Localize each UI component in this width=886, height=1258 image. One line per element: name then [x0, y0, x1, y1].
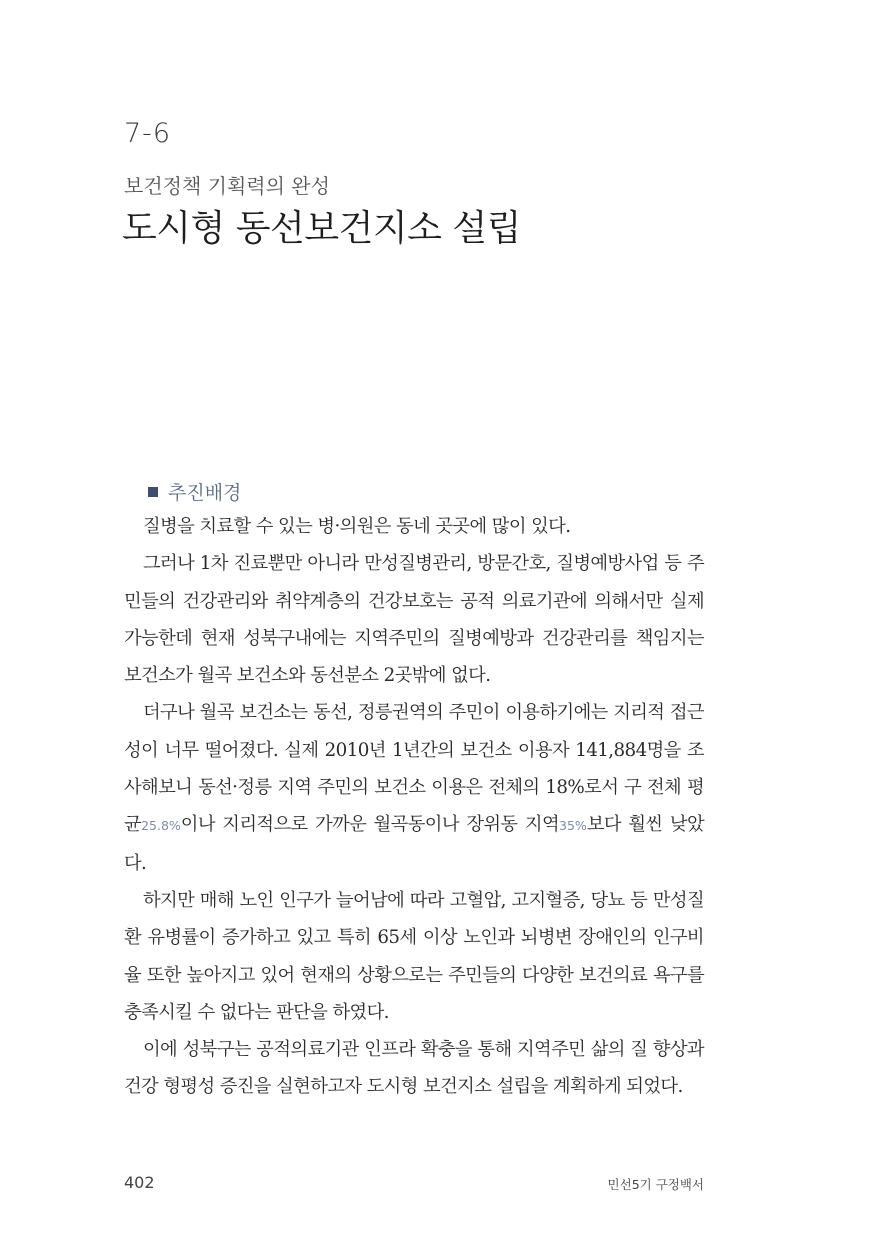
paragraph-text: 이나 지리적으로 가까운 월곡동이나 장위동 지역 [180, 814, 560, 836]
page-number: 402 [124, 1173, 155, 1192]
paragraph: 이에 성북구는 공적의료기관 인프라 확충을 통해 지역주민 삶의 질 향상과 건강 형평성 증진을 실현하고자 도시형 보건지소 설립을 계획하게 되었다. [124, 1039, 704, 1098]
paragraph-text: 보다 훨씬 낮았다. [124, 814, 705, 874]
section-subtitle: 보건정책 기획력의 완성 [124, 174, 330, 198]
square-bullet-icon [148, 487, 158, 497]
highlight-value: 35% [559, 818, 587, 834]
paragraph: 하지만 매해 노인 인구가 늘어남에 따라 고혈압, 고지혈증, 당뇨 등 만성질환 유병률이 증가하고 있고 특히 65세 이상 노인과 뇌병변 장애인의 인구비율 또한 높아지고 있어 현재의 상황으로는 주민들의 다양한 보건의료 욕구를 충족시킬 수 없다는 판단을 하였다. [124, 889, 704, 1023]
section-heading-label: 추진배경 [168, 482, 242, 504]
book-title: 민선5기 구정백서 [607, 1177, 704, 1192]
body-text [124, 508, 704, 1106]
highlight-value: 25.8% [141, 818, 181, 834]
paragraph [124, 694, 704, 881]
paragraph: 질병을 치료할 수 있는 병·의원은 동네 곳곳에 많이 있다. [143, 516, 571, 537]
section-heading [148, 478, 241, 505]
paragraph-text: 더구나 월곡 보건소는 동선, 정릉권역의 주민이 이용하기에는 지리적 접근성이 너무 떨어졌다. 실제 2010년 1년간의 보건소 이용자 141,884명을 조사해보니 동선·정릉 지역 주민의 보건소 이용은 전체의 18%로서 구 전체 평균 [124, 702, 704, 836]
section-number: 7-6 [124, 118, 172, 149]
page-title: 도시형 동선보건지소 설립 [122, 208, 521, 249]
paragraph: 그러나 1차 진료뿐만 아니라 만성질병관리, 방문간호, 질병예방사업 등 주민들의 건강관리와 취약계층의 건강보호는 공적 의료기관에 의해서만 실제 가능한데 현재 성북구내에는 지역주민의 질병예방과 건강관리를 책임지는 보건소가 월곡 보건소와 동선분소 2곳밖에 없다. [124, 553, 704, 687]
